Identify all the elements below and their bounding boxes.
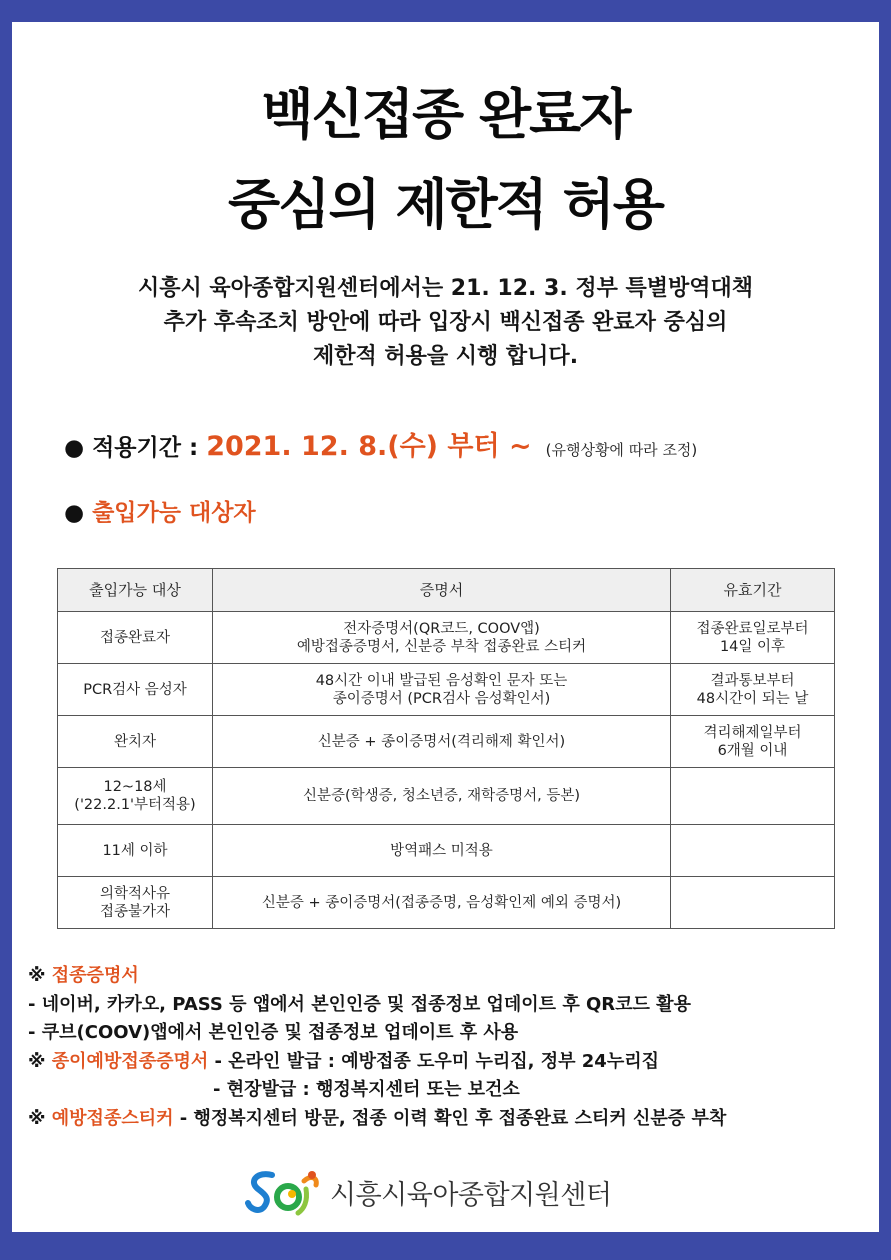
cell-line: 신분증(학생증, 청소년증, 재학증명서, 등본) bbox=[302, 788, 581, 804]
note-mark: ※ bbox=[28, 965, 46, 986]
table-row bbox=[58, 877, 835, 929]
cell-line: 완치자 bbox=[113, 733, 157, 750]
bullet-icon: ● bbox=[64, 435, 85, 461]
page-title-line1: 백신접종 완료자 bbox=[261, 83, 630, 146]
note-title: 접종증명서 bbox=[51, 965, 139, 986]
targets-heading bbox=[64, 494, 256, 527]
footer bbox=[244, 1167, 611, 1217]
cell-line: 전자증명서(QR코드, COOV앱) bbox=[343, 620, 540, 637]
notes-section bbox=[28, 962, 726, 1133]
center-logo-icon bbox=[244, 1167, 322, 1217]
note-line: - 네이버, 카카오, PASS 등 앱에서 본인인증 및 접종정보 업데이트 후 QR코드 활용 bbox=[28, 993, 691, 1015]
intro-line: 추가 후속조치 방안에 따라 입장시 백신접종 완료자 중심의 bbox=[163, 310, 728, 335]
note-mark: ※ bbox=[28, 1050, 46, 1072]
table-header-row bbox=[58, 569, 835, 612]
table-row bbox=[58, 768, 835, 825]
cell-line: 14일 이후 bbox=[719, 638, 786, 655]
validity-cell bbox=[671, 612, 835, 664]
target-cell bbox=[58, 877, 213, 929]
note-line: - 온라인 발급 : 예방접종 도우미 누리집, 정부 24누리집 bbox=[208, 1050, 659, 1072]
cell-line: 접종불가자 bbox=[99, 903, 171, 920]
target-cell bbox=[58, 768, 213, 825]
validity-cell bbox=[671, 716, 835, 768]
note-heading-sticker bbox=[28, 1105, 726, 1134]
note-mark: ※ bbox=[28, 1107, 46, 1129]
column-header-target: 출입가능 대상 bbox=[58, 569, 213, 612]
note-heading-paper bbox=[28, 1048, 726, 1077]
center-name: 시흥시육아종합지원센터 bbox=[330, 1179, 612, 1211]
target-cell bbox=[58, 825, 213, 877]
certificate-cell bbox=[213, 664, 671, 716]
certificate-cell bbox=[213, 877, 671, 929]
note-heading-certificate bbox=[28, 962, 726, 991]
validity-cell bbox=[671, 825, 835, 877]
table-row bbox=[58, 825, 835, 877]
period-note: (유행상황에 따라 조정) bbox=[545, 441, 698, 459]
cell-line: 48시간 이내 발급된 음성확인 문자 또는 bbox=[315, 672, 568, 689]
intro-paragraph bbox=[12, 272, 879, 374]
cell-line: 접종완료일로부터 bbox=[696, 620, 809, 637]
note-title: 예방접종스티커 bbox=[51, 1107, 174, 1129]
note-line: - 행정복지센터 방문, 접종 이력 확인 후 접종완료 스티커 신분증 부착 bbox=[173, 1107, 727, 1129]
page-title-line2: 중심의 제한적 허용 bbox=[228, 173, 663, 236]
cell-line: 방역패스 미적용 bbox=[390, 842, 493, 859]
table-row bbox=[58, 664, 835, 716]
table-row bbox=[58, 612, 835, 664]
cell-line: 11세 이하 bbox=[102, 842, 168, 859]
period-label: 적용기간 : bbox=[92, 435, 207, 461]
certificate-cell bbox=[213, 716, 671, 768]
cell-line: 6개월 이내 bbox=[717, 742, 788, 759]
cell-line: ('22.2.1'부터적용) bbox=[74, 797, 196, 813]
target-cell bbox=[58, 716, 213, 768]
certificate-cell bbox=[213, 825, 671, 877]
note-line: - 쿠브(COOV)앱에서 본인인증 및 접종정보 업데이트 후 사용 bbox=[28, 1022, 519, 1043]
validity-cell bbox=[671, 877, 835, 929]
column-header-validity: 유효기간 bbox=[671, 569, 835, 612]
note-title: 종이예방접종증명서 bbox=[51, 1050, 209, 1072]
cell-line: 12~18세 bbox=[103, 779, 167, 795]
certificate-cell bbox=[213, 612, 671, 664]
targets-label: 출입가능 대상자 bbox=[92, 500, 256, 526]
cell-line: 예방접종증명서, 신분증 부착 접종완료 스티커 bbox=[296, 638, 587, 655]
certificate-cell bbox=[213, 768, 671, 825]
validity-cell bbox=[671, 768, 835, 825]
cell-line: 신분증 + 종이증명서(격리해제 확인서) bbox=[317, 733, 566, 750]
intro-line: 시흥시 육아종합지원센터에서는 21. 12. 3. 정부 특별방역대책 bbox=[137, 276, 754, 301]
cell-line: 격리해제일부터 bbox=[703, 724, 802, 741]
table-row bbox=[58, 716, 835, 768]
cell-line: 접종완료자 bbox=[99, 629, 171, 646]
notice-sheet bbox=[12, 22, 879, 1232]
target-cell bbox=[58, 664, 213, 716]
entry-target-table bbox=[57, 568, 835, 929]
intro-line: 제한적 허용을 시행 합니다. bbox=[312, 344, 579, 369]
cell-line: 종이증명서 (PCR검사 음성확인서) bbox=[332, 690, 551, 707]
cell-line: 48시간이 되는 날 bbox=[696, 690, 809, 707]
cell-line: 결과통보부터 bbox=[710, 672, 795, 689]
column-header-certificate: 증명서 bbox=[213, 569, 671, 612]
period-line bbox=[64, 424, 697, 463]
target-cell bbox=[58, 612, 213, 664]
note-line: - 현장발급 : 행정복지센터 또는 보건소 bbox=[213, 1079, 520, 1100]
period-value: 2021. 12. 8.(수) 부터 ~ bbox=[206, 431, 532, 462]
cell-line: 의학적사유 bbox=[99, 885, 171, 902]
bullet-icon: ● bbox=[64, 500, 85, 526]
cell-line: PCR검사 음성자 bbox=[83, 681, 187, 698]
validity-cell bbox=[671, 664, 835, 716]
cell-line: 신분증 + 종이증명서(접종증명, 음성확인제 예외 증명서) bbox=[261, 894, 622, 911]
